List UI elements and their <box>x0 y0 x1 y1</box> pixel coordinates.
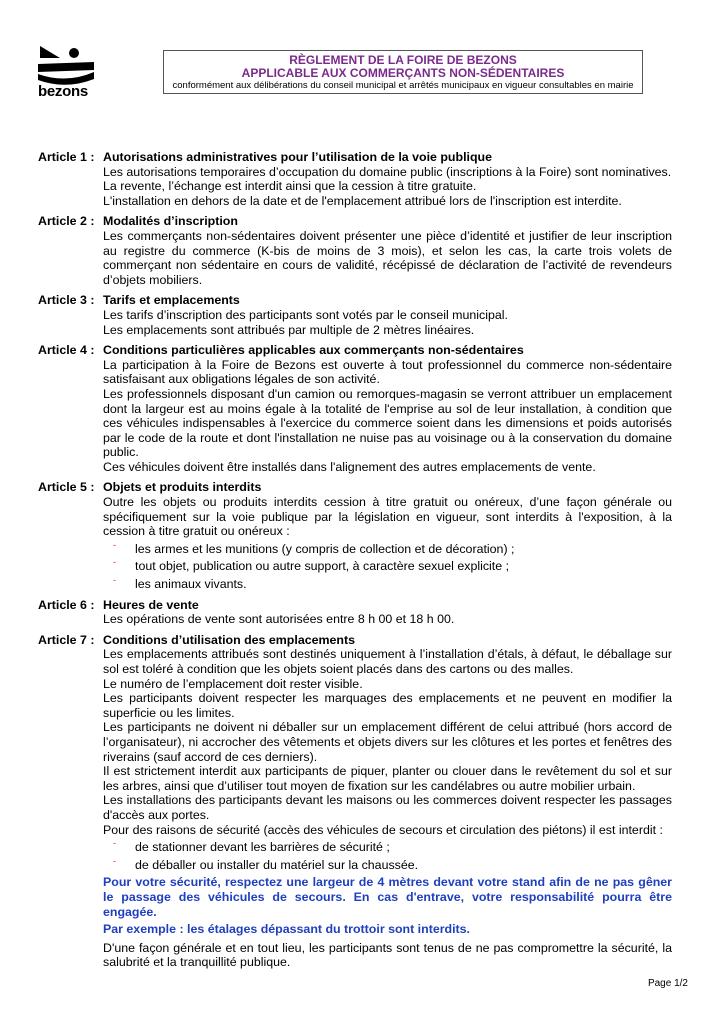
article-paragraph: Il est strictement interdit aux participants de piquer, planter ou clouer dans le revêtement du sol et sur les arbres, ainsi que d’utiliser tout moyen de fixation sur les candélabres ou autre mobilier urbain. <box>103 764 672 793</box>
article-number: Article 4 : <box>38 343 95 358</box>
article-number: Article 2 : <box>38 214 95 229</box>
article-paragraph: Outre les objets ou produits interdits cession à titre gratuit ou onéreux, d’une façon générale ou spécifiquement sur la voie publique par la législation en vigueur, sont interdits à l'exposition, à la cession à titre gratuit ou onéreux : <box>103 495 672 539</box>
article-paragraph: Le numéro de l’emplacement doit rester visible. <box>103 676 363 691</box>
article-2 <box>38 214 672 287</box>
bullet-list <box>103 539 672 592</box>
article-title: Autorisations administratives pour l’utilisation de la voie publique <box>103 150 492 164</box>
list-item-text: tout objet, publication ou autre support, à caractère sexuel explicite ; <box>135 559 510 574</box>
article-heading <box>38 150 672 165</box>
articles-list <box>38 150 672 976</box>
article-paragraph: Les commerçants non-sédentaires doivent présenter une pièce d’identité et justifier de leur inscription au registre du commerce (K-bis de moins de 3 mois), et selon les cas, la carte trois volets de commerçant non sédentaire en cours de validité, récépissé de déclaration de l’activité de revendeurs d’objets mobiliers. <box>103 228 672 287</box>
article-body <box>103 308 672 337</box>
list-item <box>103 855 672 873</box>
article-paragraph: Les participants ne doivent ni déballer sur un emplacement différent de celui attribué (hors accord de l’organisateur), ni accrocher des vêtements et objets divers sur les clôtures et les portes et fenêtres des riverains (sauf accord de ces derniers). <box>103 720 672 764</box>
article-paragraph: L'installation en dehors de la date et de l'emplacement attribué lors de l'inscription est interdite. <box>103 193 622 208</box>
article-heading <box>38 343 672 358</box>
article-1 <box>38 150 672 208</box>
list-item <box>103 577 672 592</box>
article-body <box>103 647 672 969</box>
document-note: conformément aux délibérations du conseil municipal et arrêtés municipaux en vigueur consultables en mairie <box>172 80 634 91</box>
article-paragraph: Les installations des participants devant les maisons ou les commerces doivent respecter les passages d'accès aux portes. <box>103 793 672 822</box>
article-title: Conditions particulières applicables aux commerçants non-sédentaires <box>103 343 524 358</box>
article-title: Conditions d’utilisation des emplacements <box>103 632 355 647</box>
dash-bullet-icon: - <box>113 557 116 568</box>
bullet-list <box>103 840 672 872</box>
article-5 <box>38 480 672 591</box>
list-item-text: de stationner devant les barrières de sécurité ; <box>135 840 390 855</box>
safety-notice: Pour votre sécurité, respectez une largeur de 4 mètres devant votre stand afin de ne pas gêner le passage des véhicules de secours. En cas d'entrave, votre responsabilité pourra être engagée. <box>103 875 672 919</box>
article-title: Objets et produits interdits <box>103 480 262 495</box>
dash-bullet-icon: - <box>113 575 116 586</box>
document-subtitle: APPLICABLE AUX COMMERÇANTS NON-SÉDENTAIRES <box>241 66 565 80</box>
article-paragraph: Les professionnels disposant d'un camion ou remorques-magasin se verront attribuer un emplacement dont la largeur est au moins égale à la totalité de l'emprise au sol de leur installation, à condition que ces véhicules indispensables à l'exercice du commerce soient dans les dimensions et poids autorisés par le code de la route et dont l'installation ne nuise pas au voisinage ou à la conservation du domaine public. <box>103 386 672 460</box>
article-paragraph: Les opérations de vente sont autorisées entre 8 h 00 et 18 h 00. <box>103 612 455 627</box>
article-heading <box>38 633 672 648</box>
list-item-text: de déballer ou installer du matériel sur la chaussée. <box>135 857 419 872</box>
document-header <box>163 50 643 94</box>
list-item <box>103 539 672 557</box>
article-body <box>103 495 672 592</box>
article-body <box>103 165 672 209</box>
page-number: Page 1/2 <box>647 978 688 989</box>
article-paragraph: La participation à la Foire de Bezons est ouverte à tout professionnel du commerce non-sédentaire satisfaisant aux obligations légales de son activité. <box>103 357 672 387</box>
article-paragraph: Pour des raisons de sécurité (accès des véhicules de secours et circulation des piétons) il est interdit : <box>103 822 663 837</box>
list-item <box>103 840 672 855</box>
article-heading <box>38 598 672 613</box>
article-paragraph: La revente, l’échange est interdit ainsi que la cession à titre gratuite. <box>103 179 477 194</box>
list-item <box>103 559 672 574</box>
article-heading <box>38 480 672 495</box>
article-7 <box>38 633 672 970</box>
article-body <box>103 229 672 287</box>
article-number: Article 7 : <box>38 632 95 647</box>
article-title: Modalités d’inscription <box>103 214 238 229</box>
list-item-text: les animaux vivants. <box>135 577 247 592</box>
article-4 <box>38 343 672 474</box>
dash-bullet-icon: - <box>113 539 116 550</box>
article-number: Article 5 : <box>38 480 95 495</box>
article-title: Tarifs et emplacements <box>103 293 240 308</box>
article-paragraph: Les emplacements attribués sont destinés uniquement à l’installation d’étals, à défaut, le déballage sur sol est toléré à condition que les objets soient placés dans des cartons ou des malles. <box>103 647 672 676</box>
article-paragraph: Ces véhicules doivent être installés dans l'alignement des autres emplacements de vente. <box>103 459 596 474</box>
dash-bullet-icon: - <box>113 838 116 849</box>
article-number: Article 1 : <box>38 150 95 164</box>
article-body <box>103 612 672 627</box>
article-title: Heures de vente <box>103 597 199 612</box>
dash-bullet-icon: - <box>113 855 116 866</box>
article-3 <box>38 293 672 337</box>
article-6 <box>38 598 672 627</box>
article-paragraph: Les emplacements sont attribués par multiple de 2 mètres linéaires. <box>103 322 475 337</box>
list-item-text: les armes et les munitions (y compris de collection et de décoration) ; <box>135 541 515 556</box>
article-paragraph: Les autorisations temporaires d’occupation du domaine public (inscriptions à la Foire) sont nominatives. <box>103 164 672 179</box>
logo-text: bezons <box>38 83 88 100</box>
article-number: Article 3 : <box>38 293 95 308</box>
article-heading <box>38 293 672 308</box>
closing-paragraph: D'une façon générale et en tout lieu, les participants sont tenus de ne pas compromettre la sécurité, la salubrité et la tranquillité publique. <box>103 940 672 970</box>
safety-example: Par exemple : les étalages dépassant du trottoir sont interdits. <box>103 922 471 937</box>
article-paragraph: Les tarifs d’inscription des participants sont votés par le conseil municipal. <box>103 307 508 322</box>
article-number: Article 6 : <box>38 597 95 612</box>
document-title: RÈGLEMENT DE LA FOIRE DE BEZONS <box>289 53 517 67</box>
article-body <box>103 358 672 475</box>
article-heading <box>38 214 672 229</box>
article-paragraph: Les participants doivent respecter les marquages des emplacements et ne peuvent en modifier la superficie ou les limites. <box>103 691 672 720</box>
